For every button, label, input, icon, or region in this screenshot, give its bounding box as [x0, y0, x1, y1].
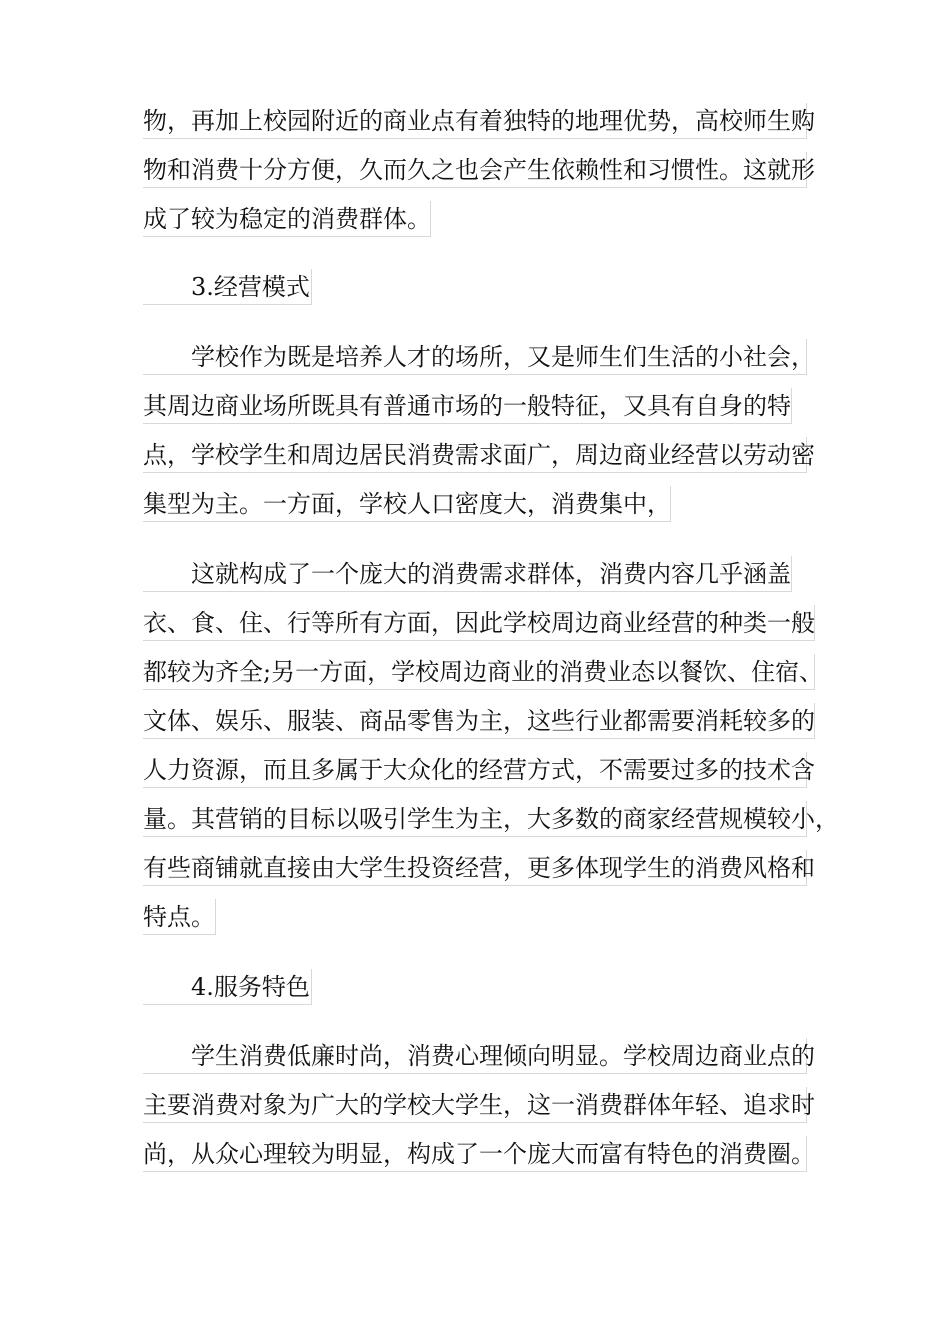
- text-line: 人力资源，而且多属于大众化的经营方式，不需要过多的技术含: [143, 752, 807, 788]
- section-heading: 3.经营模式: [143, 269, 312, 305]
- text-line: 特点。: [143, 899, 216, 935]
- section-heading: 4.服务特色: [143, 969, 312, 1005]
- text-line: 成了较为稳定的消费群体。: [143, 201, 431, 237]
- text-line: 有些商铺就直接由大学生投资经营，更多体现学生的消费风格和: [143, 850, 807, 886]
- text-line: 点，学校学生和周边居民消费需求面广，周边商业经营以劳动密: [143, 437, 807, 473]
- text-line: 都较为齐全;另一方面，学校周边商业的消费业态以餐饮、住宿、: [143, 654, 815, 690]
- text-line: 集型为主。一方面，学校人口密度大，消费集中，: [143, 486, 671, 522]
- text-line: 学生消费低廉时尚，消费心理倾向明显。学校周边商业点的: [143, 1038, 807, 1074]
- text-line: 学校作为既是培养人才的场所，又是师生们生活的小社会，: [143, 339, 807, 375]
- text-line: 主要消费对象为广大的学校大学生，这一消费群体年轻、追求时: [143, 1087, 807, 1123]
- text-line: 物，再加上校园附近的商业点有着独特的地理优势，高校师生购: [143, 103, 807, 139]
- text-line: 文体、娱乐、服装、商品零售为主，这些行业都需要消耗较多的: [143, 703, 815, 739]
- text-line: 量。其营销的目标以吸引学生为主，大多数的商家经营规模较小，: [143, 801, 807, 837]
- text-line: 物和消费十分方便，久而久之也会产生依赖性和习惯性。这就形: [143, 152, 807, 188]
- text-line: 衣、食、住、行等所有方面，因此学校周边商业经营的种类一般: [143, 605, 815, 641]
- text-line: 其周边商业场所既具有普通市场的一般特征，又具有自身的特: [143, 388, 792, 424]
- text-line: 这就构成了一个庞大的消费需求群体，消费内容几乎涵盖: [143, 556, 792, 592]
- text-line: 尚，从众心理较为明显，构成了一个庞大而富有特色的消费圈。: [143, 1136, 807, 1172]
